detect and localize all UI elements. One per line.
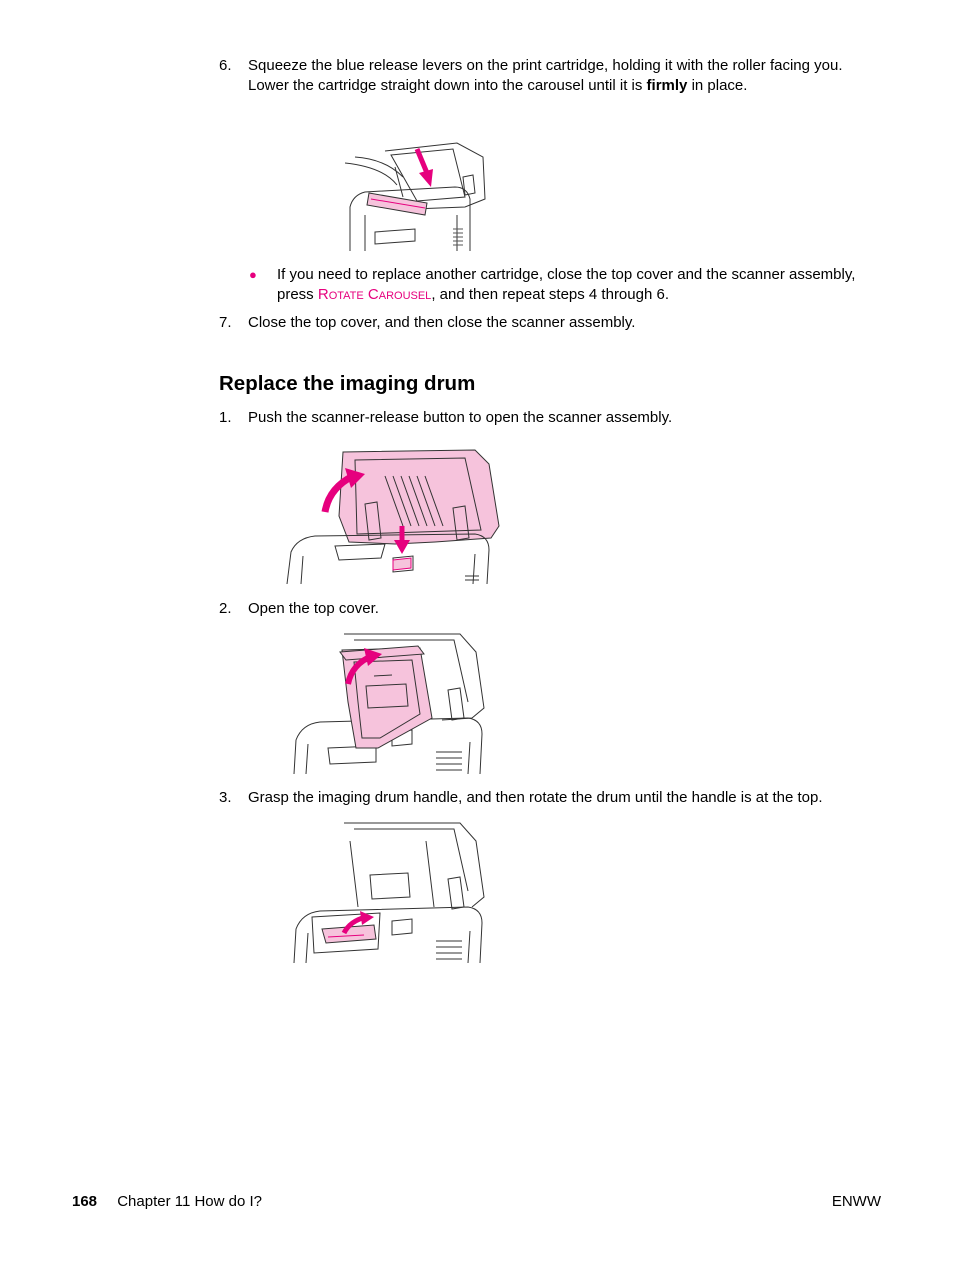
footer-right: ENWW <box>831 1193 881 1210</box>
step-text: Squeeze the blue release levers on the print cartridge, holding it with the roller facing you. Lower the cartridge straight down into the carousel until it is firmly in place. <box>248 57 843 94</box>
step-number: 6. <box>219 57 232 74</box>
figure-rotate-drum <box>292 821 492 966</box>
figure-open-scanner <box>285 446 505 586</box>
step-number: 3. <box>219 789 232 806</box>
step-number: 1. <box>219 409 232 426</box>
step-text: Push the scanner-release button to open the scanner assembly. <box>248 409 673 426</box>
step-text: Open the top cover. <box>248 600 379 617</box>
bullet-icon: ● <box>249 267 257 282</box>
emphasis: firmly <box>646 77 688 94</box>
step-number: 7. <box>219 314 232 331</box>
footer-left <box>72 1192 262 1212</box>
page-number: 168 <box>72 1193 98 1210</box>
figure-insert-cartridge <box>345 137 495 255</box>
section-title: Replace the imaging drum <box>219 372 476 395</box>
rotate-carousel-link[interactable]: Rotate Carousel <box>317 286 432 303</box>
step-text: Close the top cover, and then close the scanner assembly. <box>248 314 636 331</box>
chapter-label: Chapter 11 How do I? <box>117 1193 263 1210</box>
figure-open-top-cover <box>292 632 492 777</box>
bullet-text: If you need to replace another cartridge, close the top cover and the scanner assembly, press Rotate Carousel, and then repeat steps 4 through 6. <box>277 266 856 303</box>
step-number: 2. <box>219 600 232 617</box>
step-text: Grasp the imaging drum handle, and then rotate the drum until the handle is at the top. <box>248 789 823 806</box>
